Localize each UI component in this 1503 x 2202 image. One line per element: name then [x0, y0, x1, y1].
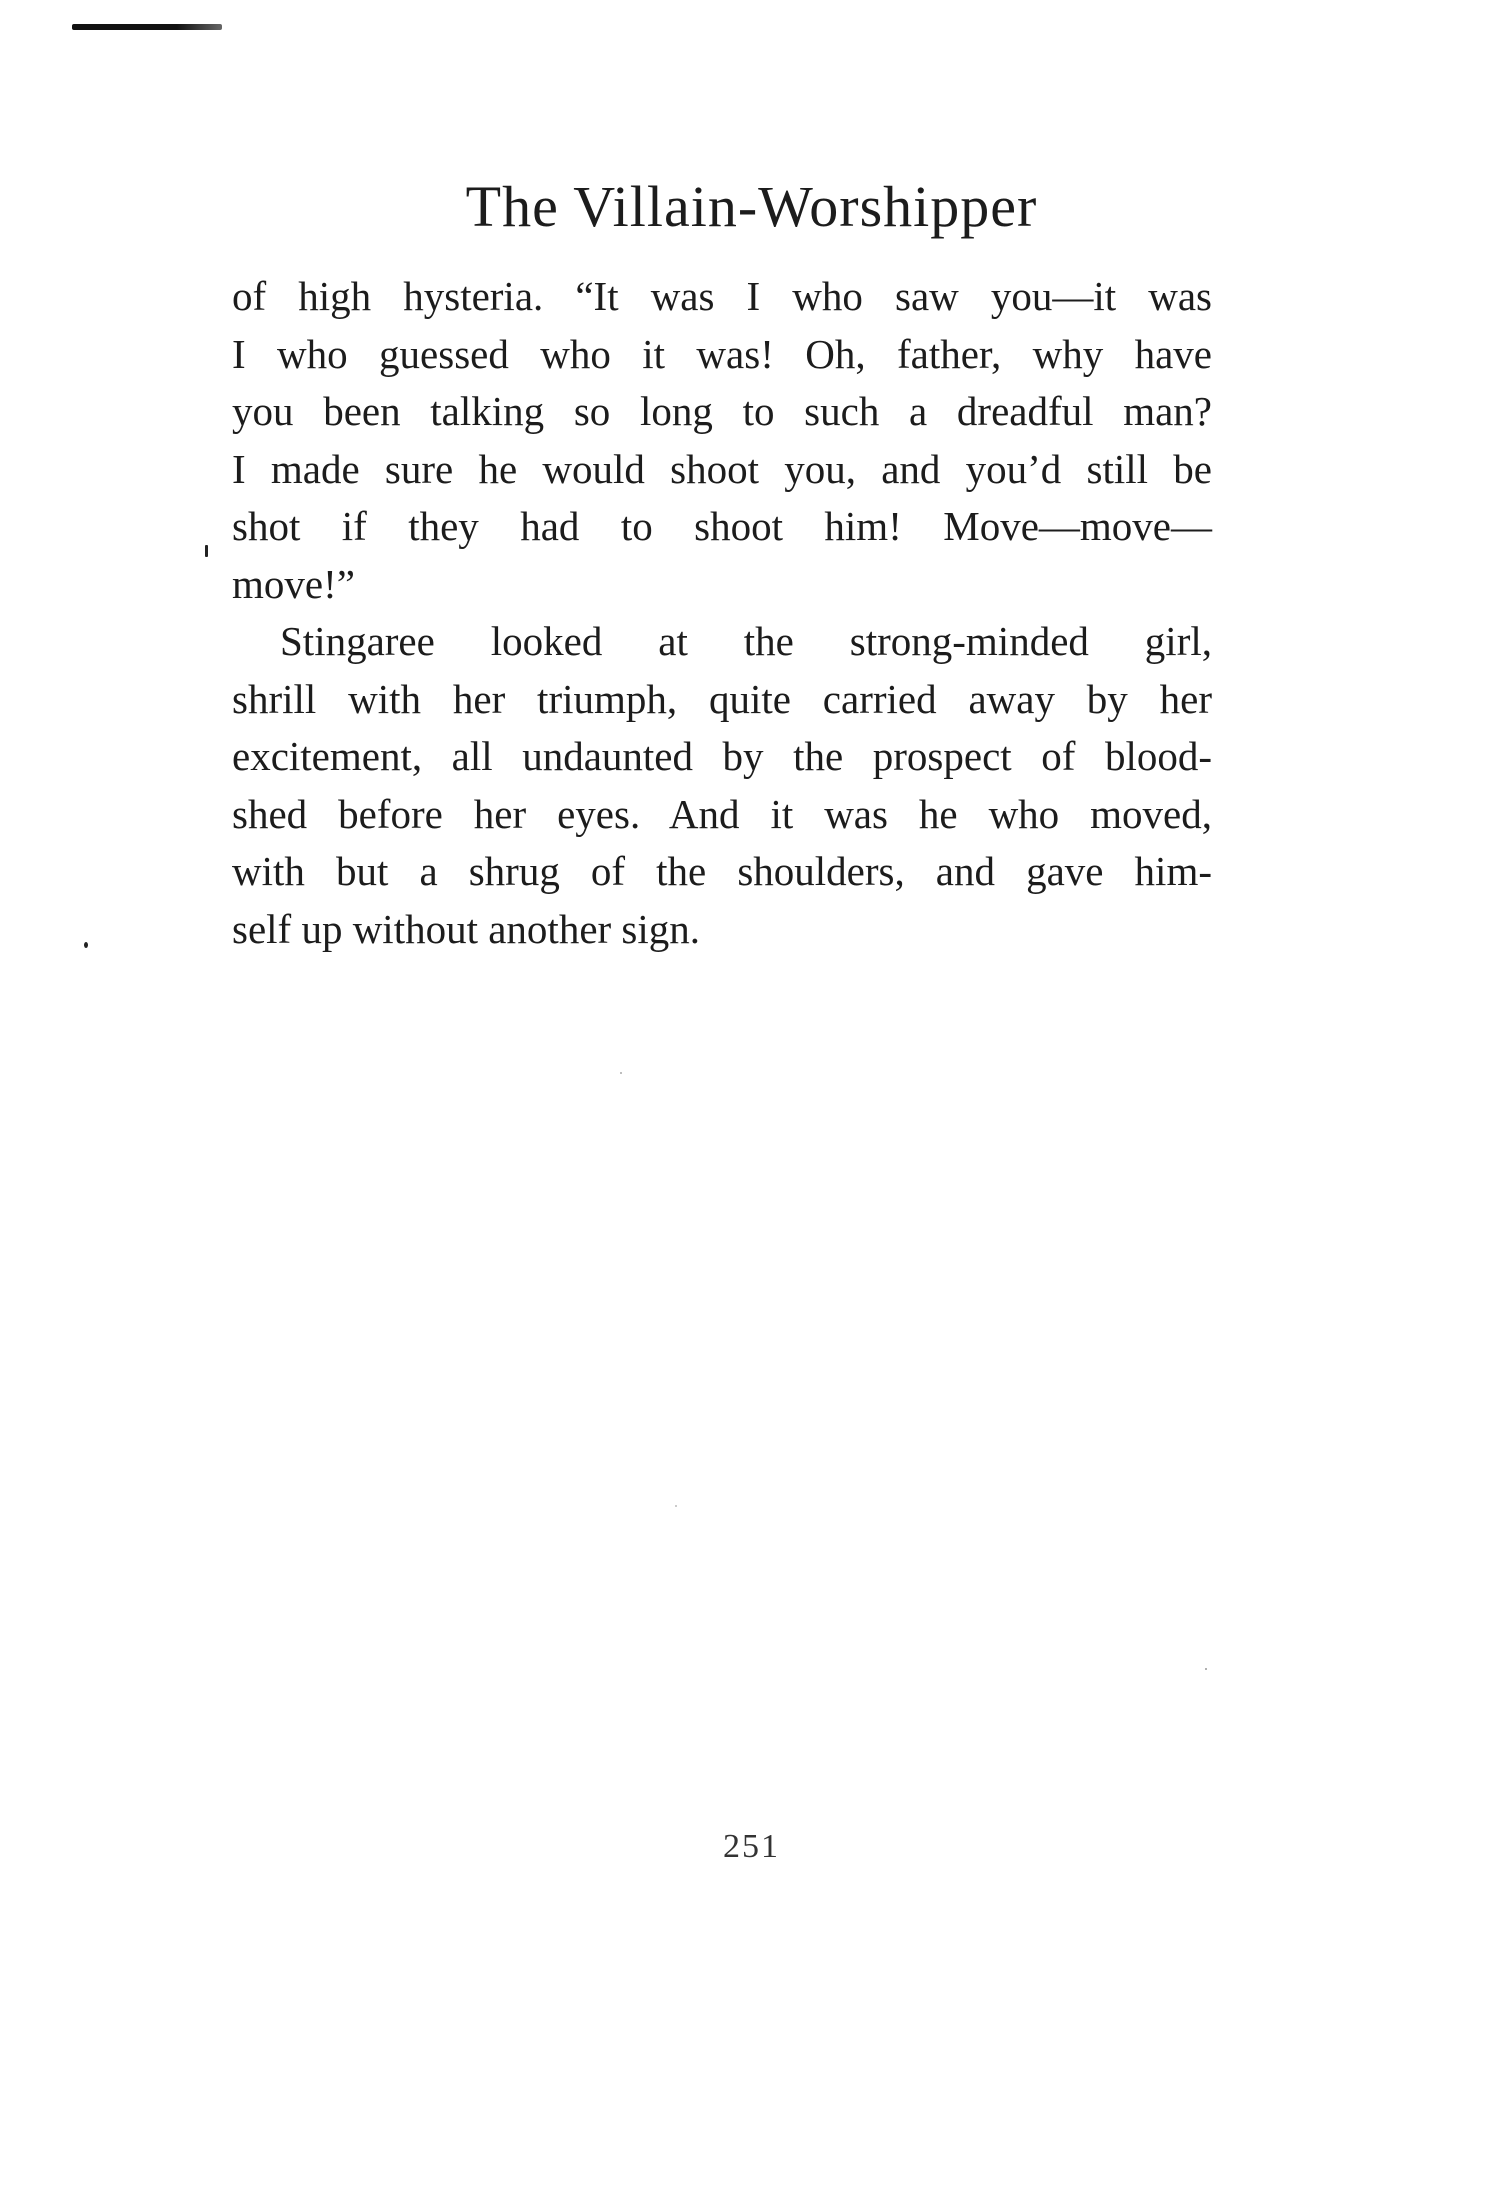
text-line: of high hysteria. “It was I who saw you—it was — [232, 273, 1212, 319]
page-number: 251 — [723, 1828, 780, 1865]
scan-edge-mark — [72, 24, 222, 30]
scan-speck — [1205, 1668, 1207, 1670]
scan-speck — [620, 1072, 622, 1074]
text-line: shed before her eyes. And it was he who moved, — [232, 790, 1212, 837]
paragraph-start-line: Stingaree looked at the strong-minded girl, — [280, 618, 1212, 664]
running-head: The Villain-Worshipper — [465, 174, 1038, 239]
text-line: with but a shrug of the shoulders, and gave him- — [232, 848, 1212, 894]
text-line: self up without another sign. — [232, 905, 701, 952]
body-text — [232, 268, 1212, 958]
text-line: move!” — [232, 560, 355, 607]
scan-speck — [84, 942, 88, 948]
text-line: shrill with her triumph, quite carried away by her — [232, 675, 1212, 722]
text-line: I made sure he would shoot you, and you’d still be — [232, 445, 1212, 492]
text-line: you been talking so long to such a dreadful man? — [232, 388, 1212, 434]
text-line: shot if they had to shoot him! Move—move— — [232, 503, 1212, 549]
scan-speck — [675, 1505, 677, 1507]
text-line: excitement, all undaunted by the prospect of blood- — [232, 733, 1212, 779]
scan-speck — [205, 545, 208, 557]
text-line: I who guessed who it was! Oh, father, why have — [232, 330, 1212, 377]
